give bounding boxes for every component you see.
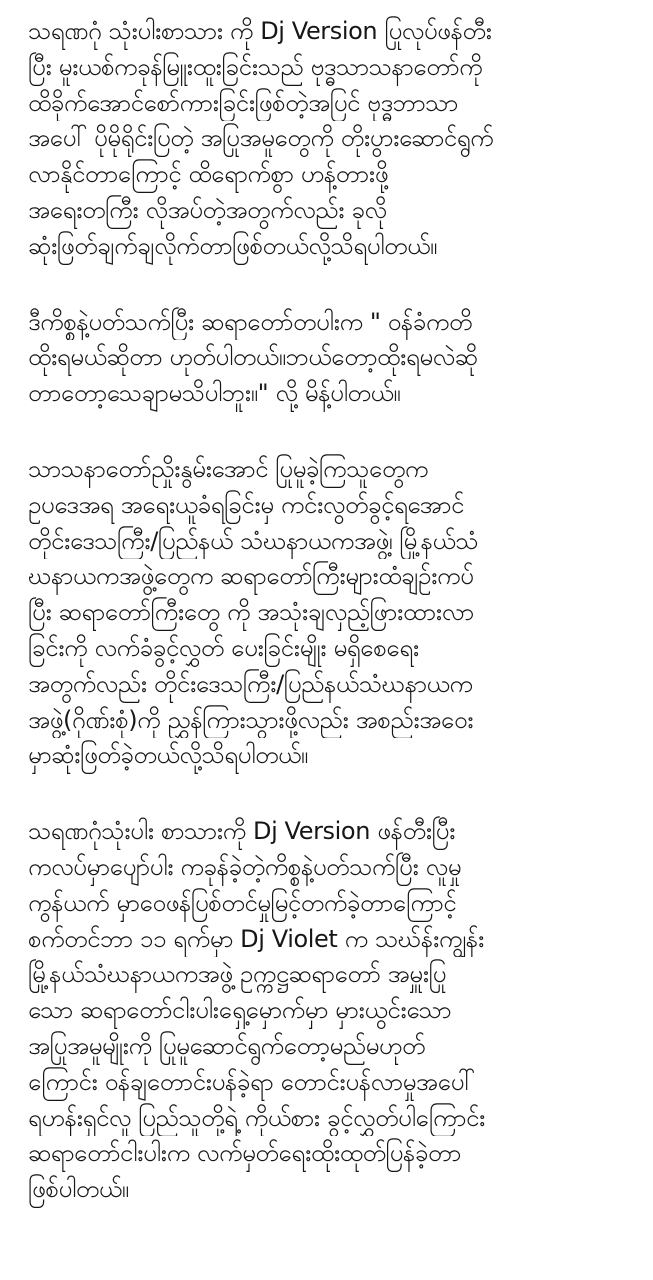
text-line: သရဏဂုံ သုံးပါးစာသား ကို Dj Version ပြုလုပ်ဖန်တီး bbox=[28, 17, 492, 45]
text-line: သာသနာတော်ညှိုးနွမ်းအောင် ပြုမူခဲ့ကြသူတွေက bbox=[28, 454, 428, 483]
text-line: မြို့နယ်သံဃနာယကအဖွဲ့ ဥက္ကဋ္ဌဆရာတော် အမှူးပြု bbox=[28, 960, 446, 989]
text-line: စက်တင်ဘာ ၁၁ ရက်မှာ Dj Violet က သဃ်န်းကျွန်း bbox=[28, 924, 484, 953]
text-line: တိုင်းဒေသကြီး/ပြည်နယ် သံဃနာယကအဖွဲ့၊ မြို့နယ်သံ bbox=[28, 526, 479, 555]
text-line: ပြီး မူးယစ်ကခုန်မြူးထူးခြင်းသည် ဗုဒ္ဓသာသနာတော်ကို bbox=[28, 52, 483, 81]
text-line: ဆရာတော်ငါးပါးက လက်မှတ်ရေးထိုးထုတ်ပြန်ခဲ့တာ bbox=[28, 1139, 461, 1168]
text-line: ရဟန်းရှင်လူ ပြည်သူတို့ရဲ့ ကိုယ်စား ခွင့်လွှတ်ပါကြောင်း bbox=[28, 1103, 485, 1132]
text-line: အပေါ် ပိုမိုရိုင်းပြတဲ့ အပြုအမူတွေကို တိုးပွားဆောင်ရွက် bbox=[28, 124, 494, 153]
text-line: ခြင်းကို လက်ခံခွင့်လွှတ် ပေးခြင်းမျိုး မရှိစေရေး bbox=[28, 633, 419, 662]
text-line: ကြောင်း ဝန်ချတောင်းပန်ခဲ့ရာ တောင်းပန်လာမှုအပေါ် bbox=[28, 1067, 475, 1096]
text-line: အဖွဲ့(ဂိုဏ်းစုံ)ကို ညွှန်ကြားသွားဖို့လည်း အစည်းအဝေး bbox=[28, 705, 474, 734]
text-line: ဆုံးဖြတ်ချက်ချလိုက်တာဖြစ်တယ်လို့သိရပါတယ်။ bbox=[28, 231, 437, 260]
text-line: ပြီး ဆရာတော်ကြီးတွေ ကို အသုံးချလှည့်ဖြားထားလာ bbox=[28, 598, 474, 627]
text-line: ထိုးရမယ်ဆိုတာ ဟုတ်ပါတယ်။ဘယ်တော့ထိုးရမလဲဆို bbox=[28, 343, 478, 372]
text-line: ကလပ်မှာပျော်ပါး ကခုန်ခဲ့တဲ့ကိစ္စနဲ့ပတ်သက်ပြီး လူမှု bbox=[28, 852, 462, 881]
text-line: မှာဆုံးဖြတ်ခဲ့တယ်လို့သိရပါတယ်။ bbox=[28, 741, 308, 770]
text-line: ဥပဒေအရ အရေးယူခံရခြင်းမှ ကင်းလွတ်ခွင့်ရအောင် bbox=[28, 490, 464, 519]
text-line: ဖြစ်ပါတယ်။ bbox=[28, 1175, 129, 1204]
text-line: လာနိုင်တာကြောင့် ထိရောက်စွာ ဟန့်တားဖို့ bbox=[28, 160, 389, 189]
text-line: အတွက်လည်း တိုင်းဒေသကြီး/ပြည်နယ်သံဃနာယက bbox=[28, 669, 473, 698]
text-line: ဃနာယကအဖွဲ့တွေက ဆရာတော်ကြီးများထံချဉ်းကပ် bbox=[28, 562, 474, 591]
text-line: အရေးတကြီး လိုအပ်တဲ့အတွက်လည်း ခုလို bbox=[28, 195, 387, 224]
text-line: ကွန်ယက် မှာဝေဖန်ပြစ်တင်မှုမြင့်တက်ခဲ့တာကြောင့် bbox=[28, 888, 457, 917]
paragraph-4 bbox=[28, 814, 633, 1208]
text-line: သော ဆရာတော်ငါးပါးရှေ့မှောက်မှာ မှားယွင်းသော bbox=[28, 996, 452, 1025]
text-line: သရဏဂုံသုံးပါး စာသားကို Dj Version ဖန်တီးပြီး bbox=[28, 817, 456, 846]
text-line: ဒီကိစ္စနဲ့ပတ်သက်ပြီး ဆရာတော်တပါးက " ဝန်ခံကတိ bbox=[28, 307, 472, 336]
paragraph-2 bbox=[28, 305, 633, 412]
text-line: တာတော့သေချာမသိပါဘူး။" လို့ မိန့်ပါတယ်။ bbox=[28, 379, 401, 408]
text-line: ထိခိုက်အောင်စော်ကားခြင်းဖြစ်တဲ့အပြင် ဗုဒ္ဓဘာသာ bbox=[28, 88, 458, 117]
paragraph-3 bbox=[28, 452, 633, 774]
text-line: အပြုအမူမျိုးကို ပြုမူဆောင်ရွက်တော့မည်မဟုတ် bbox=[28, 1031, 425, 1060]
paragraph-1 bbox=[28, 14, 633, 265]
